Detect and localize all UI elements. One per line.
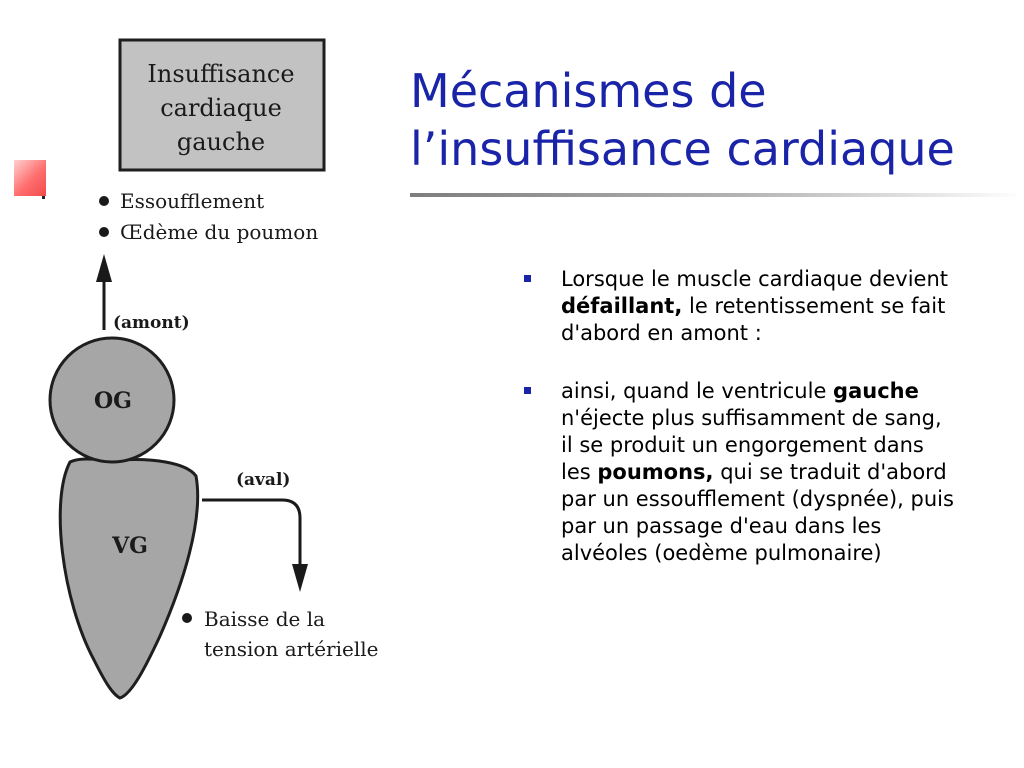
diagnosis-box-line-3: gauche xyxy=(176,128,266,156)
slide-title xyxy=(410,62,1010,178)
bullet-item-1 xyxy=(524,266,954,347)
effect-line-2: tension artérielle xyxy=(204,637,379,661)
bullet-1-text-start: Lorsque le muscle cardiaque devient xyxy=(561,267,949,291)
bullet-item-2 xyxy=(524,378,954,567)
effect-line-1: Baisse de la xyxy=(204,607,326,631)
upstream-arrow-head xyxy=(96,254,112,282)
effect-bullet xyxy=(182,613,192,623)
downstream-arrow-shaft xyxy=(202,500,300,566)
slide-title-line-2: l’insuffisance cardiaque xyxy=(410,122,955,176)
bullet-marker xyxy=(524,275,531,282)
bullet-1-text-end: le retentissement se fait d'abord en amont : xyxy=(561,294,946,345)
diagnosis-box-line-2: cardiaque xyxy=(160,94,282,122)
bullet-2-text-middle: n'éjecte plus suffisamment de sang, il se produit un engorgement dans les xyxy=(561,406,942,484)
bullet-2-bold-term-2: poumons, xyxy=(597,460,714,484)
heart-failure-diagram xyxy=(0,0,420,768)
symptom-bullet-1 xyxy=(99,196,109,206)
ventricle-label: VG xyxy=(112,533,148,559)
diagnosis-box-line-1: Insuffisance xyxy=(147,60,295,88)
heart-left-ventricle xyxy=(60,459,197,698)
title-underline-rule xyxy=(410,193,1024,197)
bullet-2-bold-term-1: gauche xyxy=(833,379,919,403)
downstream-label: (aval) xyxy=(236,470,291,490)
slide-title-line-1: Mécanismes de xyxy=(410,64,767,118)
bullet-marker xyxy=(524,387,531,394)
atrium-label: OG xyxy=(94,388,132,414)
bullet-list xyxy=(524,266,954,598)
bullet-1-bold-term: défaillant, xyxy=(561,294,683,318)
symptom-bullet-2 xyxy=(99,227,109,237)
bullet-2-text-end: qui se traduit d'abord par un essoufflement (dyspnée), puis par un passage d'eau dans les alvéoles (oedème pulmonaire) xyxy=(561,460,954,565)
symptom-oedeme: Œdème du poumon xyxy=(120,220,319,244)
bullet-2-text-start: ainsi, quand le ventricule xyxy=(561,379,834,403)
upstream-label: (amont) xyxy=(113,313,190,333)
symptom-essoufflement: Essoufflement xyxy=(120,189,265,213)
downstream-arrow-head xyxy=(292,564,308,592)
